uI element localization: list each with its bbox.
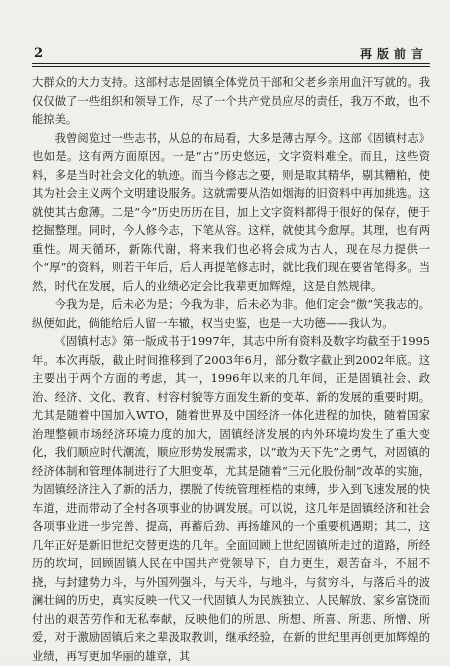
header-rule-thin: [32, 66, 430, 67]
paragraph-3: 今我为是，后未必为是；今我为非，后未必为非。他们定会“傲”笑我志的。纵便如此，倘能给后人留一车辙，权当史鉴，也是一大功德——我认为。: [32, 298, 430, 330]
body-text: [32, 74, 430, 666]
running-title: 再版前言: [359, 47, 428, 61]
header-rule: [32, 63, 430, 64]
paragraph-2: 我曾阅览过一些志书，从总的布局看，大多是薄古厚今。这部《固镇村志》也如是。这有两方面原因。一是“古”历史悠远，文字资料难全。而且，这些资料，多是当时社会文化的轨迹。而当今修志之要，则是取其精华，剔其糟粕，使其为社会主义两个文明建设服务。这就需要从浩如烟海的旧资料中再加挑选。这就使其古愈薄。二是“今”历史历历在目，加上文字资料都得于很好的保存，便于挖掘整理。同时，今人修今志，下笔从容。这样，就使其今愈厚。其理，也有两重性。周天循环，新陈代谢，将来我们也必将会成为古人，现在尽力提供一个“厚”的资料，则若干年后，后人再提笔修志时，就比我们现在要省笔得多。当然，时代在发展，后人的业绩必定会比我辈更加辉煌，这是自然规律。: [32, 131, 430, 293]
paragraph-1: 大群众的大力支持。这部村志是固镇全体党员干部和父老乡亲用血汗写就的。我仅仅做了一些组织和领导工作，尽了一个共产党员应尽的责任，我万不敢，也不能掠美。: [32, 76, 430, 126]
page-number: 2: [34, 46, 44, 61]
paragraph-4: 《固镇村志》第一版成书于1997年，其志中所有资料及数字均截至于1995年。本次再版，截止时间推移到了2003年6月，部分数字截止到2002年底。这主要出于两个方面的考虑，其一，1996年以来的几年间，正是固镇社会、政治、经济、文化、教育、村容村貌等方面发生新的变革、新的发展的重要时期。尤其是随着中国加入WTO，随着世界及中国经济一体化进程的加快，随着国家治理整顿市场经济环境力度的加大，固镇经济发展的内外环境均发生了重大变化，我们顺应时代潮流，顺应形势发展需求，以“敢为天下先”之勇气，对固镇的经济体制和管理体制进行了大胆变革，尤其是随着“三元化股份制”改革的实施，为固镇经济注入了新的活力，摆脱了传统管理桎梏的束缚，步入到飞速发展的快车道，进而带动了全村各项事业的协调发展。可以说，这几年是固镇经济和社会各项事业进一步完善、提高，再蓄后劲、再扬雄风的一个重要机遇期；其二，这几年正好是新旧世纪交替更迭的几年。全面回顾上世纪固镇所走过的道路，所经历的坎坷，回顾固镇人民在中国共产党领导下，自力更生，艰苦奋斗，不屈不挠，与封建势力斗，与外国列强斗，与天斗，与地斗，与贫穷斗，与落后斗的波澜壮阔的历史，真实反映一代又一代固镇人为民族独立、人民解放、家乡富饶而付出的艰苦劳作和无私奉献，反映他们的所思、所想、所喜、所悲、所憎、所爱，对于激励固镇后来之辈汲取教训，继承经验，在新的世纪里再创更加辉煌的业绩，再写更加华丽的雄章，其: [32, 335, 430, 663]
